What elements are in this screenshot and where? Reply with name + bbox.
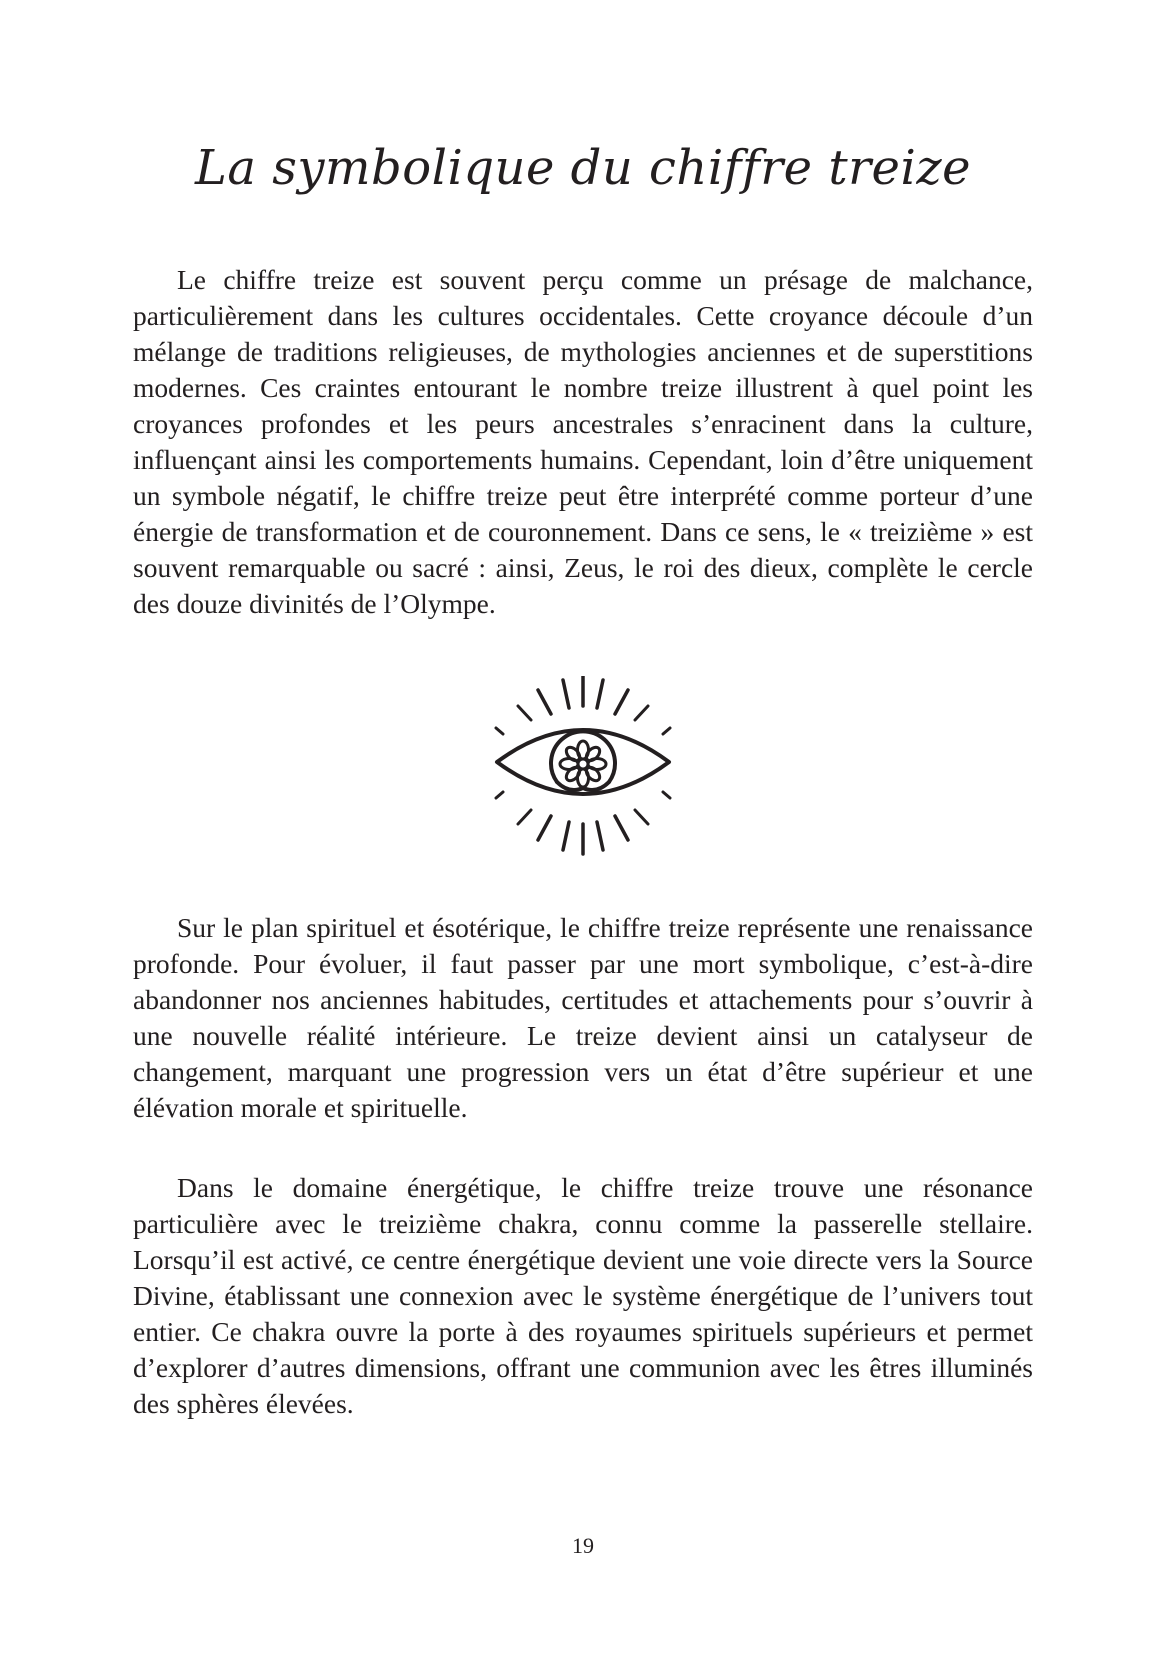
page-number: 19 <box>572 1533 594 1558</box>
paragraph-1: Le chiffre treize est souvent perçu comme un présage de malchance, particulièrement dans les cultures occidentales. Cette croyance découle d’un mélange de traditions religieuses, de mythologies anciennes et de superstitions modernes. Ces craintes entourant le nombre treize illustrent à quel point les croyances profondes et les peurs ancestrales s’enracinent dans la culture, influençant ainsi les comportements humains. Cependant, loin d’être uniquement un symbole négatif, le chiffre treize peut être interprété comme porteur d’une énergie de transformation et de couronnement. Dans ce sens, le « treizième » est souvent remarquable ou sacré : ainsi, Zeus, le roi des dieux, complète le cercle des douze divinités de l’Olympe. <box>133 264 1033 619</box>
paragraph-3: Dans le domaine énergétique, le chiffre treize trouve une résonance particulière avec le treizième chakra, connu comme la passerelle stellaire. Lorsqu’il est activé, ce centre énergétique devient une voie directe vers la Source Divine, établissant une connexion avec le système énergétique de l’univers tout entier. Ce chakra ouvre la porte à des royaumes spirituels supérieurs et permet d’explorer d’autres dimensions, offrant une communion avec les êtres illuminés des sphères élevées. <box>133 1172 1033 1419</box>
page-title: La symbolique du chiffre treize <box>194 140 972 196</box>
radiant-eye-icon <box>483 676 683 856</box>
paragraph-2: Sur le plan spirituel et ésotérique, le chiffre treize représente une renaissance profonde. Pour évoluer, il faut passer par une mort symbolique, c’est-à-dire abandonner nos anciennes habitudes, certitudes et attachements pour s’ouvrir à une nouvelle réalité intérieure. Le treize devient ainsi un catalyseur de changement, marquant une progression vers un état d’être supérieur et une élévation morale et spirituelle. <box>133 912 1033 1123</box>
